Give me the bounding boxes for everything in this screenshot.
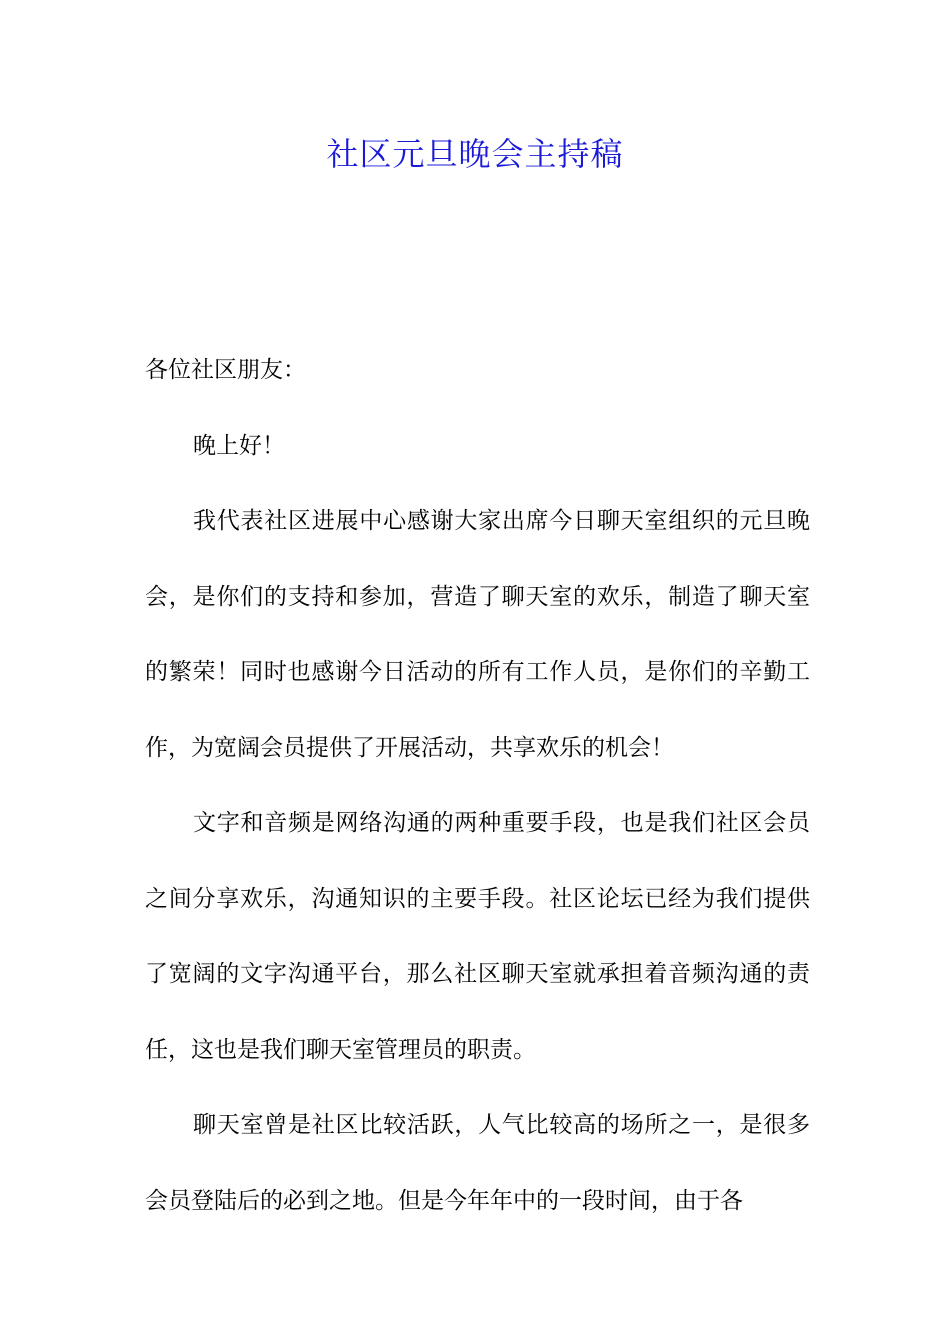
- paragraph-1: 我代表社区进展中心感谢大家出席今日聊天室组织的元旦晚会，是你们的支持和参加，营造了聊天室的欢乐，制造了聊天室的繁荣！同时也感谢今日活动的所有工作人员，是你们的辛勤工作，为宽阔会员提供了开展活动，共享欢乐的机会！: [145, 508, 810, 761]
- paragraph-2: 文字和音频是网络沟通的两种重要手段，也是我们社区会员之间分享欢乐，沟通知识的主要手段。社区论坛已经为我们提供了宽阔的文字沟通平台，那么社区聊天室就承担着音频沟通的责任，这也是我们聊天室管理员的职责。: [145, 810, 810, 1063]
- salutation: 各位社区朋友：: [145, 357, 306, 383]
- document-body: [145, 333, 810, 1239]
- greeting: 晚上好！: [193, 432, 285, 459]
- document-title: 社区元旦晚会主持稿: [326, 135, 624, 173]
- paragraph-3: 聊天室曾是社区比较活跃，人气比较高的场所之一，是很多会员登陆后的必到之地。但是今年年中的一段时间，由于各: [145, 1112, 810, 1214]
